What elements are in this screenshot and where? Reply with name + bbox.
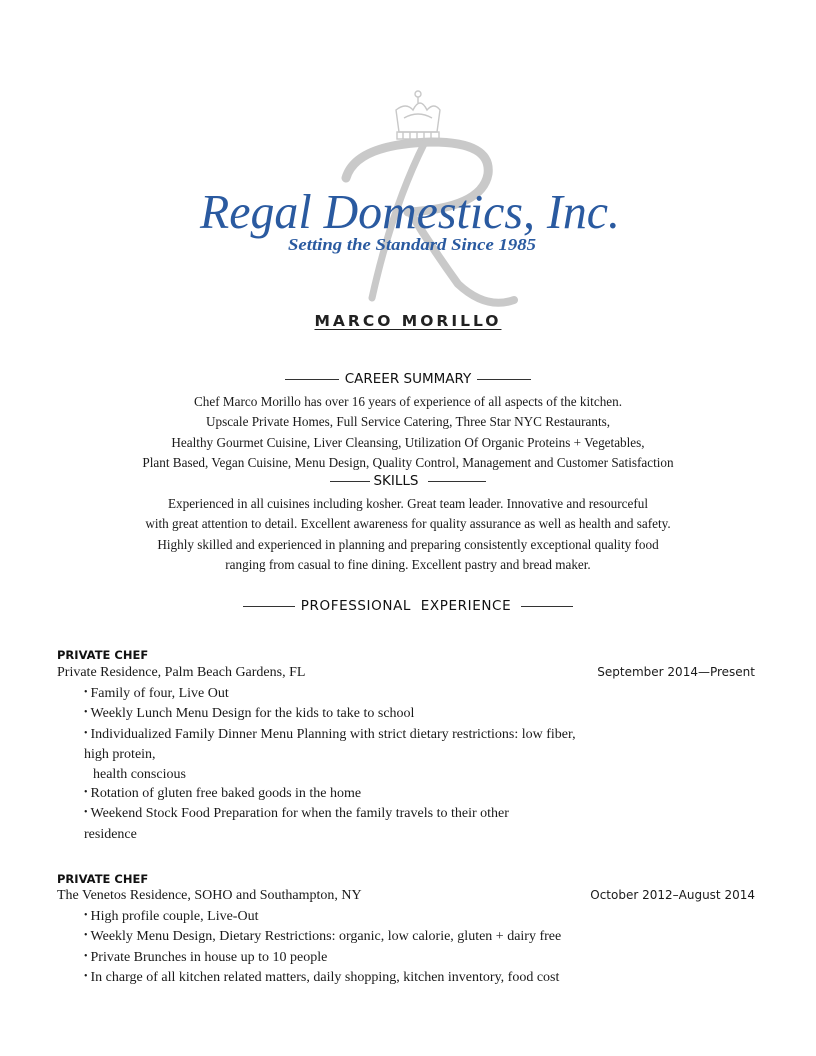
list-item-continuation: health conscious <box>93 766 186 782</box>
job-dates: October 2012–August 2014 <box>590 888 755 902</box>
job-employer: Private Residence, Palm Beach Gardens, FL <box>57 665 306 680</box>
job-duties <box>84 907 724 989</box>
job-title: PRIVATE CHEF <box>57 648 149 662</box>
crown-icon <box>396 91 440 139</box>
divider <box>285 379 339 380</box>
list-item-continuation: residence <box>84 826 137 842</box>
job-employer-line <box>57 888 755 904</box>
list-item: • Rotation of gluten free baked goods in the home <box>84 786 362 802</box>
experience-heading: PROFESSIONAL EXPERIENCE <box>0 598 816 614</box>
bullet-icon: • <box>84 727 88 739</box>
job-title: PRIVATE CHEF <box>57 872 149 886</box>
list-item: • Individualized Family Dinner Menu Planning with strict dietary restrictions: low fiber, <box>84 726 576 742</box>
bullet-icon: • <box>84 687 88 698</box>
company-tagline: Setting the Standard Since 1985 <box>288 235 537 254</box>
company-name: Regal Domestics, Inc. <box>199 184 620 239</box>
list-item: • In charge of all kitchen related matters, daily shopping, kitchen inventory, food cost <box>84 970 560 986</box>
list-item-continuation: high protein, <box>84 747 156 763</box>
career-summary-heading: CAREER SUMMARY <box>0 371 816 387</box>
company-logo <box>196 88 626 320</box>
divider <box>521 606 573 607</box>
list-item: • Private Brunches in house up to 10 people <box>84 949 328 965</box>
bullet-icon: • <box>84 707 88 719</box>
list-item: • Weekend Stock Food Preparation for when the family travels to their other <box>84 806 509 822</box>
divider <box>243 606 295 607</box>
bullet-icon: • <box>84 950 88 962</box>
job-duties <box>84 684 724 844</box>
bullet-icon: • <box>84 787 88 799</box>
divider <box>477 379 531 380</box>
career-summary-text: Chef Marco Morillo has over 16 years of experience of all aspects of the kitchen. Upscale Private Homes, Full Service Catering, Three Star NYC Restaurants, Healthy Gourmet Cuisine, Liver Cleansing, Utilization Of Organic Proteins + Vegetables, Plant Based, Vegan Cuisine, Menu Design, Quality Control, Management and Customer Satisfaction <box>142 394 674 470</box>
list-item: • High profile couple, Live-Out <box>84 909 259 924</box>
bullet-icon: • <box>84 910 88 921</box>
job-dates: September 2014—Present <box>597 665 755 679</box>
list-item: • Weekly Menu Design, Dietary Restrictions: organic, low calorie, gluten + dairy free <box>84 929 562 945</box>
skills-heading: SKILLS <box>0 473 816 489</box>
divider <box>428 481 486 482</box>
list-item: • Weekly Lunch Menu Design for the kids to take to school <box>84 706 415 722</box>
skills-text: Experienced in all cuisines including kosher. Great team leader. Innovative and resourceful with great attention to detail. Excellent awareness for quality assurance as well as health and safety. Highly skilled and experienced in planning and preparing consistently exceptional quality food ranging from casual to fine dining. Excellent pastry and bread maker. <box>145 496 671 572</box>
divider <box>330 481 370 482</box>
job-employer: The Venetos Residence, SOHO and Southampton, NY <box>57 888 362 903</box>
bullet-icon: • <box>84 807 88 819</box>
candidate-name: MARCO MORILLO <box>314 312 502 330</box>
job-employer-line <box>57 665 755 681</box>
bullet-icon: • <box>84 930 88 942</box>
bullet-icon: • <box>84 971 88 983</box>
list-item: • Family of four, Live Out <box>84 686 229 701</box>
